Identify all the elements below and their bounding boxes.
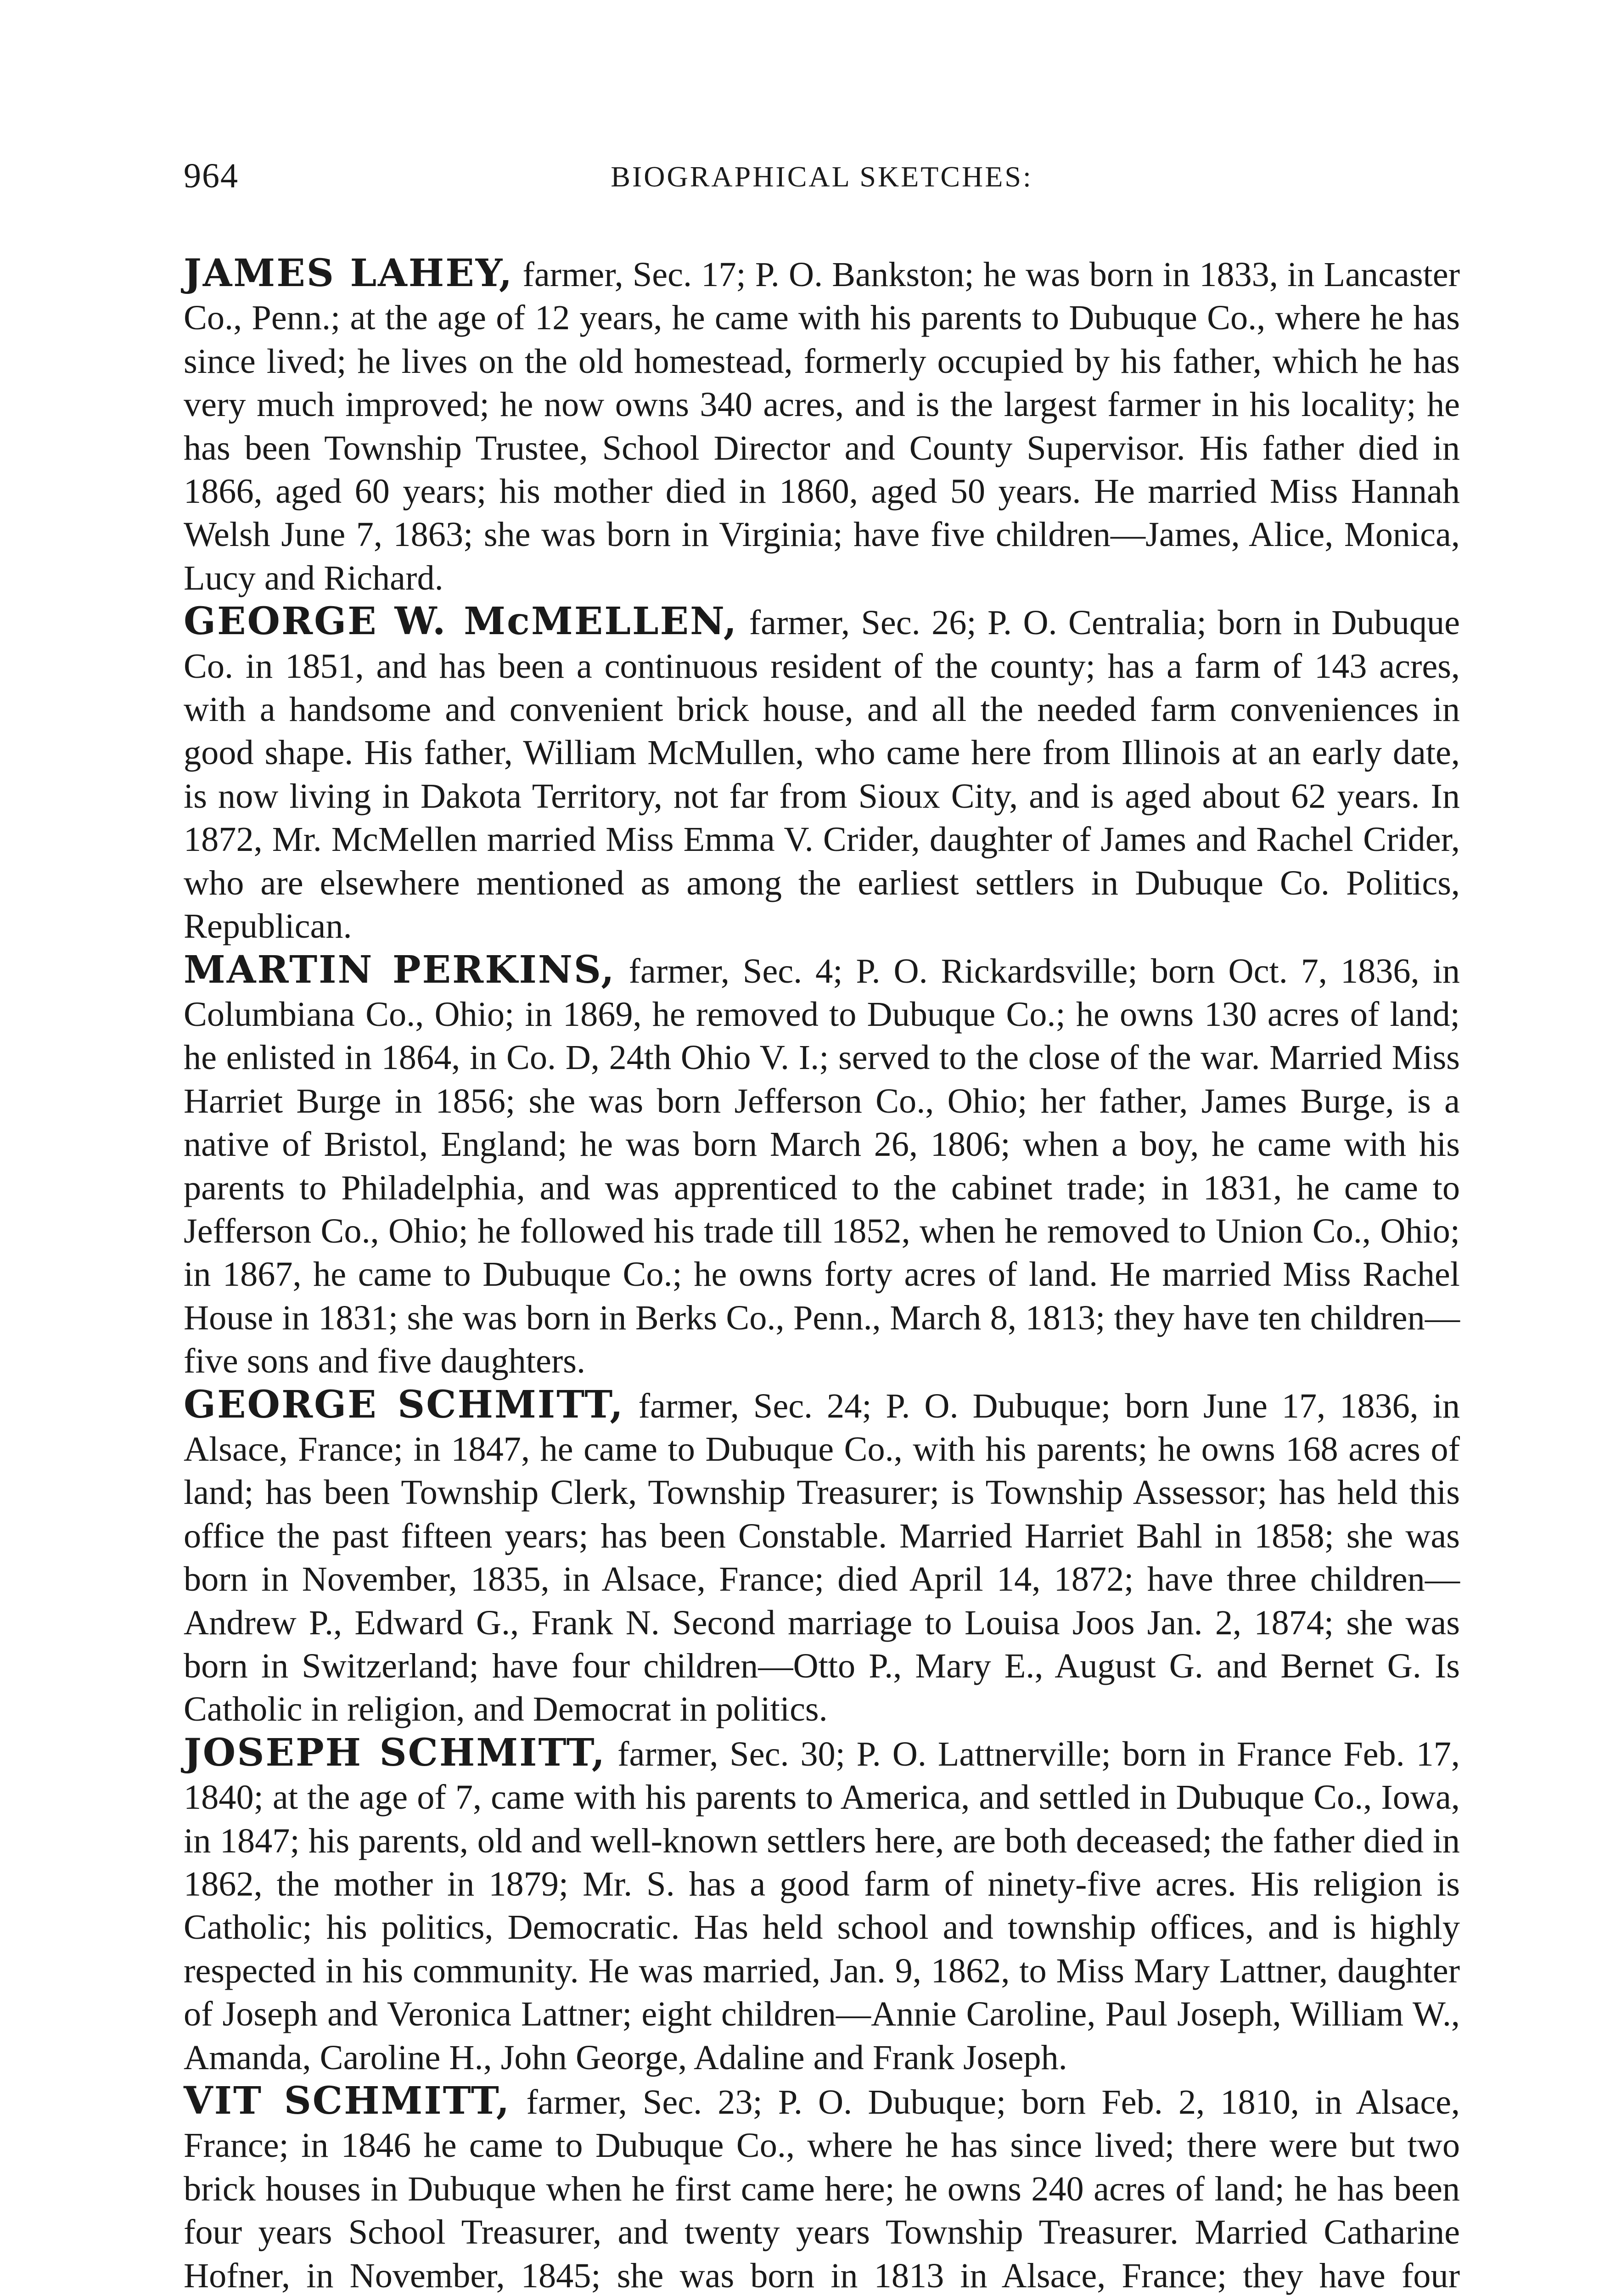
biography-entry xyxy=(184,1383,1460,1731)
entry-text: farmer, Sec. 24; P. O. Dubuque; born June 17, 1836, in Alsace, France; in 1847, he came to Dubuque Co., with his parents; he owns 168 acres of land; has been Township Clerk, Township Treasurer; is Township Assessor; has held this office the past fifteen years; has been Constable. Married Harriet Bahl in 1858; she was born in November, 1835, in Alsace, France; died April 14, 1872; have three children—Andrew P., Edward G., Frank N. Second marriage to Louisa Joos Jan. 2, 1874; she was born in Switzerland; have four children—Otto P., Mary E., August G. and Bernet G. Is Catholic in religion, and Democrat in politics. xyxy=(184,1386,1460,1729)
biography-entry xyxy=(184,1731,1460,2079)
entry-name: MARTIN PERKINS, xyxy=(184,947,616,992)
biography-column xyxy=(184,252,1460,2296)
entry-name: GEORGE W. McMELLEN, xyxy=(184,599,738,644)
running-title: BIOGRAPHICAL SKETCHES: xyxy=(611,160,1033,193)
page-header xyxy=(184,156,1460,211)
entry-text: farmer, Sec. 4; P. O. Rickardsville; born Oct. 7, 1836, in Columbiana Co., Ohio; in 1869, he removed to Dubuque Co.; he owns 130 acres of land; he enlisted in 1864, in Co. D, 24th Ohio V. I.; served to the close of the war. Married Miss Harriet Burge in 1856; she was born Jefferson Co., Ohio; her father, James Burge, is a native of Bristol, England; he was born March 26, 1806; when a boy, he came with his parents to Philadelphia, and was apprenticed to the cabinet trade; in 1831, he came to Jefferson Co., Ohio; he followed his trade till 1852, when he removed to Union Co., Ohio; in 1867, he came to Dubuque Co.; he owns forty acres of land. He married Miss Rachel House in 1831; she was born in Berks Co., Penn., March 8, 1813; they have ten children—five sons and five daughters. xyxy=(184,951,1460,1381)
entry-text: farmer, Sec. 26; P. O. Centralia; born in Dubuque Co. in 1851, and has been a continuous resident of the county; has a farm of 143 acres, with a handsome and convenient brick house, and all the needed farm conveniences in good shape. His father, William McMullen, who came here from Illinois at an early date, is now living in Dakota Territory, not far from Sioux City, and is aged about 62 years. In 1872, Mr. McMellen married Miss Emma V. Crider, daughter of James and Rachel Crider, who are elsewhere mentioned as among the earliest settlers in Dubuque Co. Politics, Republican. xyxy=(184,603,1460,946)
entry-name: GEORGE SCHMITT, xyxy=(184,1382,624,1427)
biography-entry xyxy=(184,252,1460,600)
entry-text: farmer, Sec. 23; P. O. Dubuque; born Feb. 2, 1810, in Alsace, France; in 1846 he came to Dubuque Co., where he has since lived; there were but two brick houses in Dubuque when he first came here; he owns 240 acres of land; he has been four years School Treasurer, and twenty years Township Treasurer. Married Catharine Hofner, in November, 1845; she was born in 1813 in Alsace, France; they have four xyxy=(184,2082,1460,2295)
page-number: 964 xyxy=(184,157,239,195)
entry-name: JAMES LAHEY, xyxy=(184,251,514,295)
biography-entry xyxy=(184,948,1460,1383)
entry-name: VIT SCHMITT, xyxy=(184,2079,511,2123)
biography-entry xyxy=(184,600,1460,948)
entry-text: farmer, Sec. 17; P. O. Bankston; he was born in 1833, in Lancaster Co., Penn.; at the age of 12 years, he came with his parents to Dubuque Co., where he has since lived; he lives on the old homestead, formerly occupied by his father, which he has very much improved; he now owns 340 acres, and is the largest farmer in his locality; he has been Township Trustee, School Director and County Supervisor. His father died in 1866, aged 60 years; his mother died in 1860, aged 50 years. He married Miss Hannah Welsh June 7, 1863; she was born in Virginia; have five children—James, Alice, Monica, Lucy and Richard. xyxy=(184,255,1460,597)
biography-entry xyxy=(184,2079,1460,2296)
entry-text: farmer, Sec. 30; P. O. Lattnerville; born in France Feb. 17, 1840; at the age of 7, came with his parents to America, and settled in Dubuque Co., Iowa, in 1847; his parents, old and well-known settlers here, are both deceased; the father died in 1862, the mother in 1879; Mr. S. has a good farm of ninety-five acres. His religion is Catholic; his politics, Democratic. Has held school and township offices, and is highly respected in his community. He was married, Jan. 9, 1862, to Miss Mary Lattner, daughter of Joseph and Veronica Lattner; eight children—Annie Caroline, Paul Joseph, William W., Amanda, Caroline H., John George, Adaline and Frank Joseph. xyxy=(184,1734,1460,2077)
entry-name: JOSEPH SCHMITT, xyxy=(184,1730,606,1775)
